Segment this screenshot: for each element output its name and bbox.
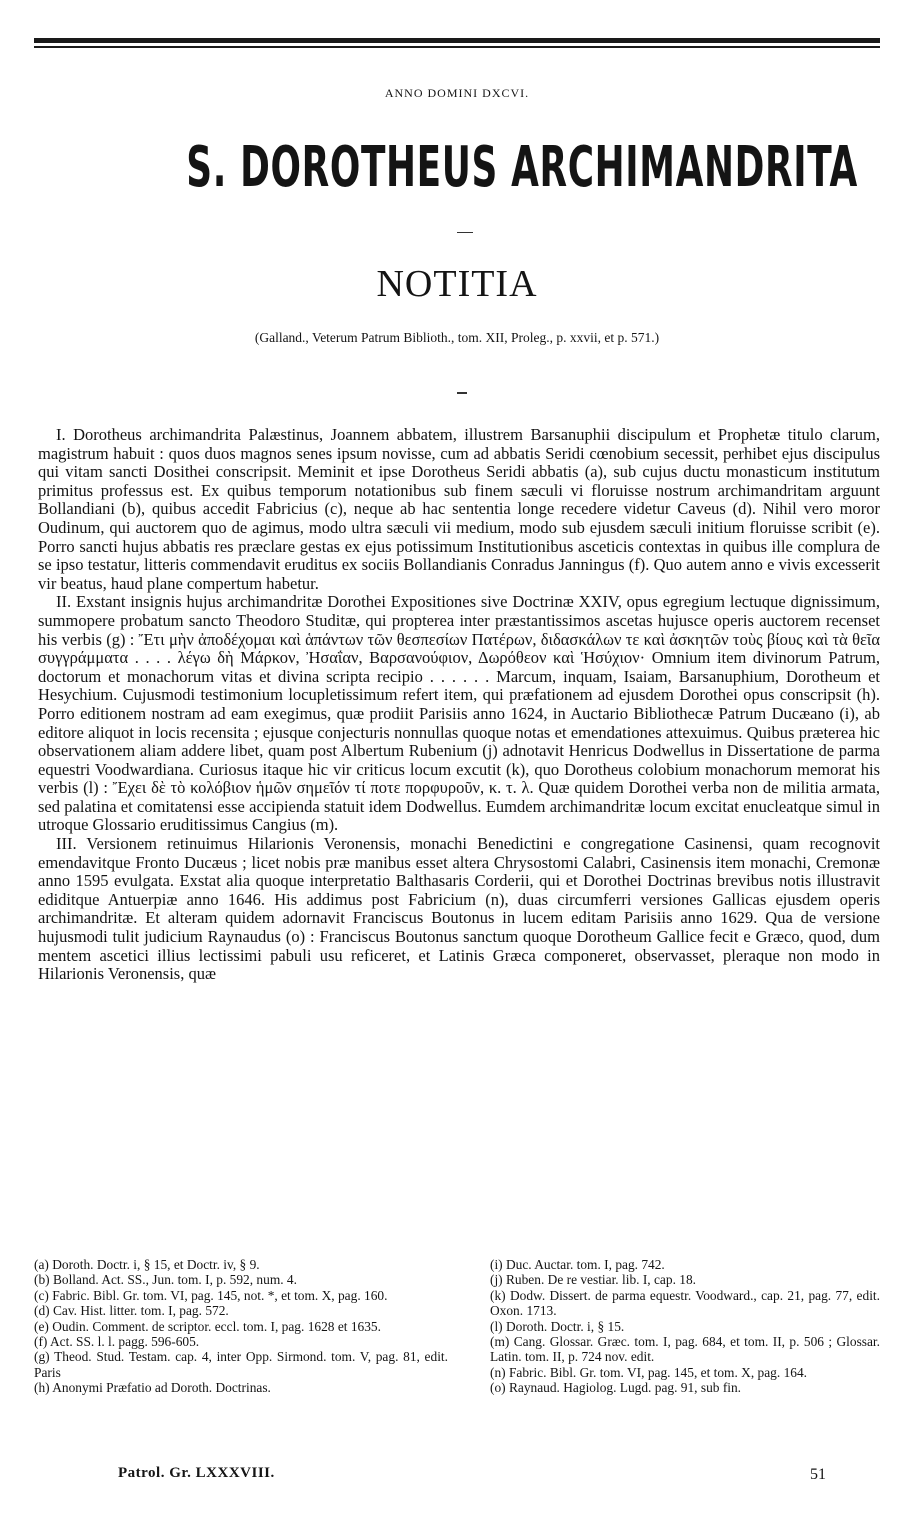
footnotes-right-column	[490, 1257, 880, 1396]
top-rule-thin	[34, 46, 880, 48]
footnote-i: (i) Duc. Auctar. tom. I, pag. 742.	[490, 1257, 665, 1272]
document-page	[34, 0, 880, 1540]
footnote-f: (f) Act. SS. l. l. pagg. 596-605.	[34, 1334, 200, 1350]
anno-heading: ANNO DOMINI DXCVI.	[384, 86, 530, 100]
paragraph-2: II. Exstant insignis hujus archimandritæ Dorothei Expositiones sive Doctrinæ XXIV, opus egregium lectuque dignissimum, summopere probatum sancto Theodoro Studitæ, qui propterea inter præstantissimos ascetas hujusce operis auctorem recenset his verbis (g) : Ἔτι μὴν ἀποδέχομαι καὶ ἁπάντων τῶν θεσπεσίων Πατέρων, διδασκάλων τε καὶ ἀσκητῶν τοὺς βίους καὶ τὰ θεῖα συγγράμματα . . . . λέγω δὴ Μάρκον, Ἠσαΐαν, Βαρσανούφιον, Δωρόθεον καὶ Ἡσύχιον· Omnium item divinorum Patrum, doctorum et monachorum vitas et divina scripta recipio . . . . . . Marcum, inquam, Isaiam, Barsanuphium, Dorotheum et Hesychium. Cujusmodi testimonium locupletissimum refert item, qui præfationem ad ejusdem Dorothei opus conscripsit (h). Porro editionem nostram ad eam exegimus, quæ prodiit Parisiis anno 1624, in Auctario Bibliothecæ Patrum Ducæano (i), ab editore aliquot in locis recensita ; ejusque conjecturis nonnullas quoque notas et emendationes attexuimus. Quibus præterea hic observationem aliam addere libet, quam post Albertum Rubenium (j) adnotavit Henricus Dodwellus in Dissertatione de parma equestri Voodwardiana. Curiosus itaque hic vir criticus locum excutit (k), quo Dorotheus colobium monachorum memorat his verbis (l) : Ἔχει δὲ τὸ κολόβιον ἡμῶν σημεῖόν τί ποτε πορφυροῦν, κ. τ. λ. Quæ quidem Dorothei verba non de militia armata, sed palatina et comitatensi esse accipienda statuit idem Dodwellus. Eumdem archimandritæ locum excitat enucleatque simul in utroque Glossario eruditissimus Cangius (m).	[38, 592, 880, 835]
footnote-e: (e) Oudin. Comment. de scriptor. eccl. tom. I, pag. 1628 et 1635.	[34, 1318, 381, 1334]
footnote-k: (k) Dodw. Dissert. de parma equestr. Voodward., cap. 21, pag. 77, edit. Oxon. 1713.	[490, 1287, 880, 1319]
footnote-l: (l) Doroth. Doctr. i, § 15.	[490, 1318, 625, 1334]
footnote-d: (d) Cav. Hist. litter. tom. I, pag. 572.	[34, 1303, 229, 1319]
footnote-b: (b) Bolland. Act. SS., Jun. tom. I, p. 592, num. 4.	[34, 1272, 297, 1288]
paragraph-3: III. Versionem retinuimus Hilarionis Veronensis, monachi Benedictini e congregatione Casinensi, quam recognovit emendavitque Fronto Ducæus ; licet nobis præ manibus esset altera Chrysostomi Calabri, Casinensis item monachi, Cremonæ anno 1595 evulgata. Exstat alia quoque interpretatio Balthasaris Corderii, qui et Dorothei Doctrinas brevibus notis illustravit ediditque Antuerpiæ anno 1646. His addimus post Fabricium (n), duas circumferri versiones Gallicas ejusdem operis archimandritæ. Et alteram quidem adornavit Franciscus Boutonus in lucem editam Parisiis anno 1629. Qua de versione hujusmodi tulit judicium Raynaudus (o) : Franciscus Boutonus sanctum quoque Dorotheum Gallice fecit e Græco, quod, dum mentem ascetici illius lectissimi pabuli usu reficeret, et Latinis Græca componeret, observasset, pleraque non modo in Hilarionis Veronensis, quæ	[38, 834, 880, 984]
footnote-j: (j) Ruben. De re vestiar. lib. I, cap. 18.	[490, 1272, 697, 1288]
footnote-c: (c) Fabric. Bibl. Gr. tom. VI, pag. 145, not. *, et tom. X, pag. 160.	[34, 1287, 388, 1303]
footnote-n: (n) Fabric. Bibl. Gr. tom. VI, pag. 145, et tom. X, pag. 164.	[490, 1364, 808, 1380]
page-number: 51	[810, 1466, 826, 1483]
footnotes-left-column	[34, 1257, 448, 1396]
footnote-h: (h) Anonymi Præfatio ad Doroth. Doctrinas.	[34, 1380, 271, 1396]
footnote-o: (o) Raynaud. Hagiolog. Lugd. pag. 91, sub fin.	[490, 1380, 742, 1396]
section-divider	[457, 392, 467, 394]
series-footer: Patrol. Gr. LXXXVIII.	[118, 1465, 275, 1481]
footnote-m: (m) Cang. Glossar. Græc. tom. I, pag. 684, et tom. II, p. 506 ; Glossar. Latin. tom. II, p. 724 nov. edit.	[490, 1334, 880, 1365]
paragraph-1: I. Dorotheus archimandrita Palæstinus, Joannem abbatem, illustrem Barsanuphii discipulum et Prophetæ titulo clarum, magistrum habuit : quos duos magnos senes ipsum novisse, cum ad abbatis Seridi cœnobium secessit, perhibet ejus discipulus qui vitam sancti Dosithei conscripsit. Meminit et ipse Dorotheus Seridi abbatis (a), sub cujus ductu monasticum institutum primitus professus est. Ex quibus temporum notationibus sub finem sæculi vi floruisse nostrum archimandritam arguunt Bollandiani (b), quibus accedit Fabricius (c), neque ab hac sententia longe recedere videtur Caveus (d). Nihil vero moror Oudinum, qui auctorem quo de agimus, modo ultra sæculi vii medium, modo sub ejusdem sæculi initium floruisse scribit (e). Porro sancti hujus abbatis res præclare gestas ex ejus potissimum Institutionibus asceticis contextas in quibus ille complura de se ipso testatur, litteris commendavit eruditus ex sociis Bollandianis Conradus Janningus (f). Quo autem anno e vivis excesserit vir beatus, haud plane compertum habetur.	[38, 425, 880, 593]
title-divider	[457, 232, 473, 233]
section-heading: NOTITIA	[376, 263, 538, 305]
footnote-g: (g) Theod. Stud. Testam. cap. 4, inter Opp. Sirmond. tom. V, pag. 81, edit. Paris	[34, 1349, 448, 1380]
top-rule-thick	[34, 38, 880, 43]
page-title: S. DOROTHEUS ARCHIMANDRITA	[186, 135, 858, 200]
footnote-a: (a) Doroth. Doctr. i, § 15, et Doctr. iv, § 9.	[34, 1257, 260, 1272]
source-citation: (Galland., Veterum Patrum Biblioth., tom. XII, Proleg., p. xxvii, et p. 571.)	[254, 330, 660, 345]
body-text	[38, 426, 880, 984]
